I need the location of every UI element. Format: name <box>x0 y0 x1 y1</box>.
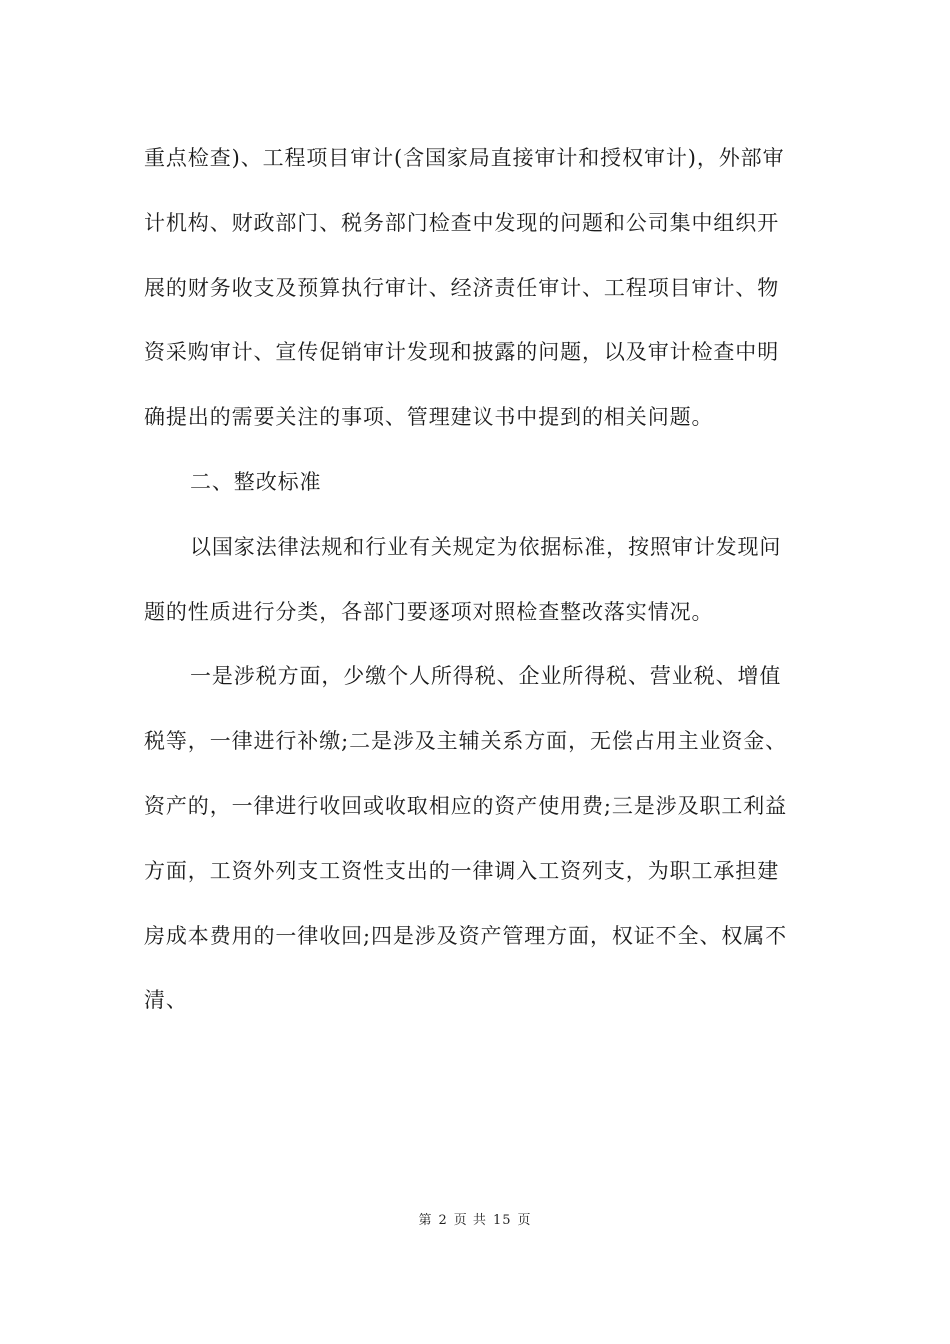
document-body <box>144 134 814 1041</box>
text-line: 题的性质进行分类，各部门要逐项对照检查整改落实情况。 <box>144 599 714 624</box>
text-line: 房成本费用的一律收回;四是涉及资产管理方面，权证不全、权属不 <box>144 923 788 948</box>
footer-middle: 页 共 <box>453 1213 487 1228</box>
footer-total-pages: 15 <box>492 1213 512 1228</box>
page-footer <box>0 1209 950 1228</box>
footer-prefix: 第 <box>418 1213 433 1228</box>
footer-suffix: 页 <box>517 1213 532 1228</box>
text-line: 方面，工资外列支工资性支出的一律调入工资列支，为职工承担建 <box>144 858 780 883</box>
footer-current-page: 2 <box>438 1213 448 1228</box>
text-line: 以国家法律法规和行业有关规定为依据标准，按照审计发现问 <box>190 534 782 559</box>
text-line: 展的财务收支及预算执行审计、经济责任审计、工程项目审计、物 <box>144 275 780 300</box>
text-line: 资产的，一律进行收回或收取相应的资产使用费;三是涉及职工利益 <box>144 793 788 818</box>
text-line: 计机构、财政部门、税务部门检查中发现的问题和公司集中组织开 <box>144 210 780 235</box>
text-line: 资采购审计、宣传促销审计发现和披露的问题，以及审计检查中明 <box>144 340 780 365</box>
text-line: 一是涉税方面，少缴个人所得税、企业所得税、营业税、增值 <box>190 664 782 689</box>
text-line: 确提出的需要关注的事项、管理建议书中提到的相关问题。 <box>144 405 714 430</box>
text-line: 税等，一律进行补缴;二是涉及主辅关系方面，无偿占用主业资金、 <box>144 729 788 754</box>
text-line: 重点检查)、工程项目审计(含国家局直接审计和授权审计)，外部审 <box>144 146 785 170</box>
section-heading: 二、整改标准 <box>190 469 322 494</box>
text-line: 清、 <box>144 988 188 1013</box>
